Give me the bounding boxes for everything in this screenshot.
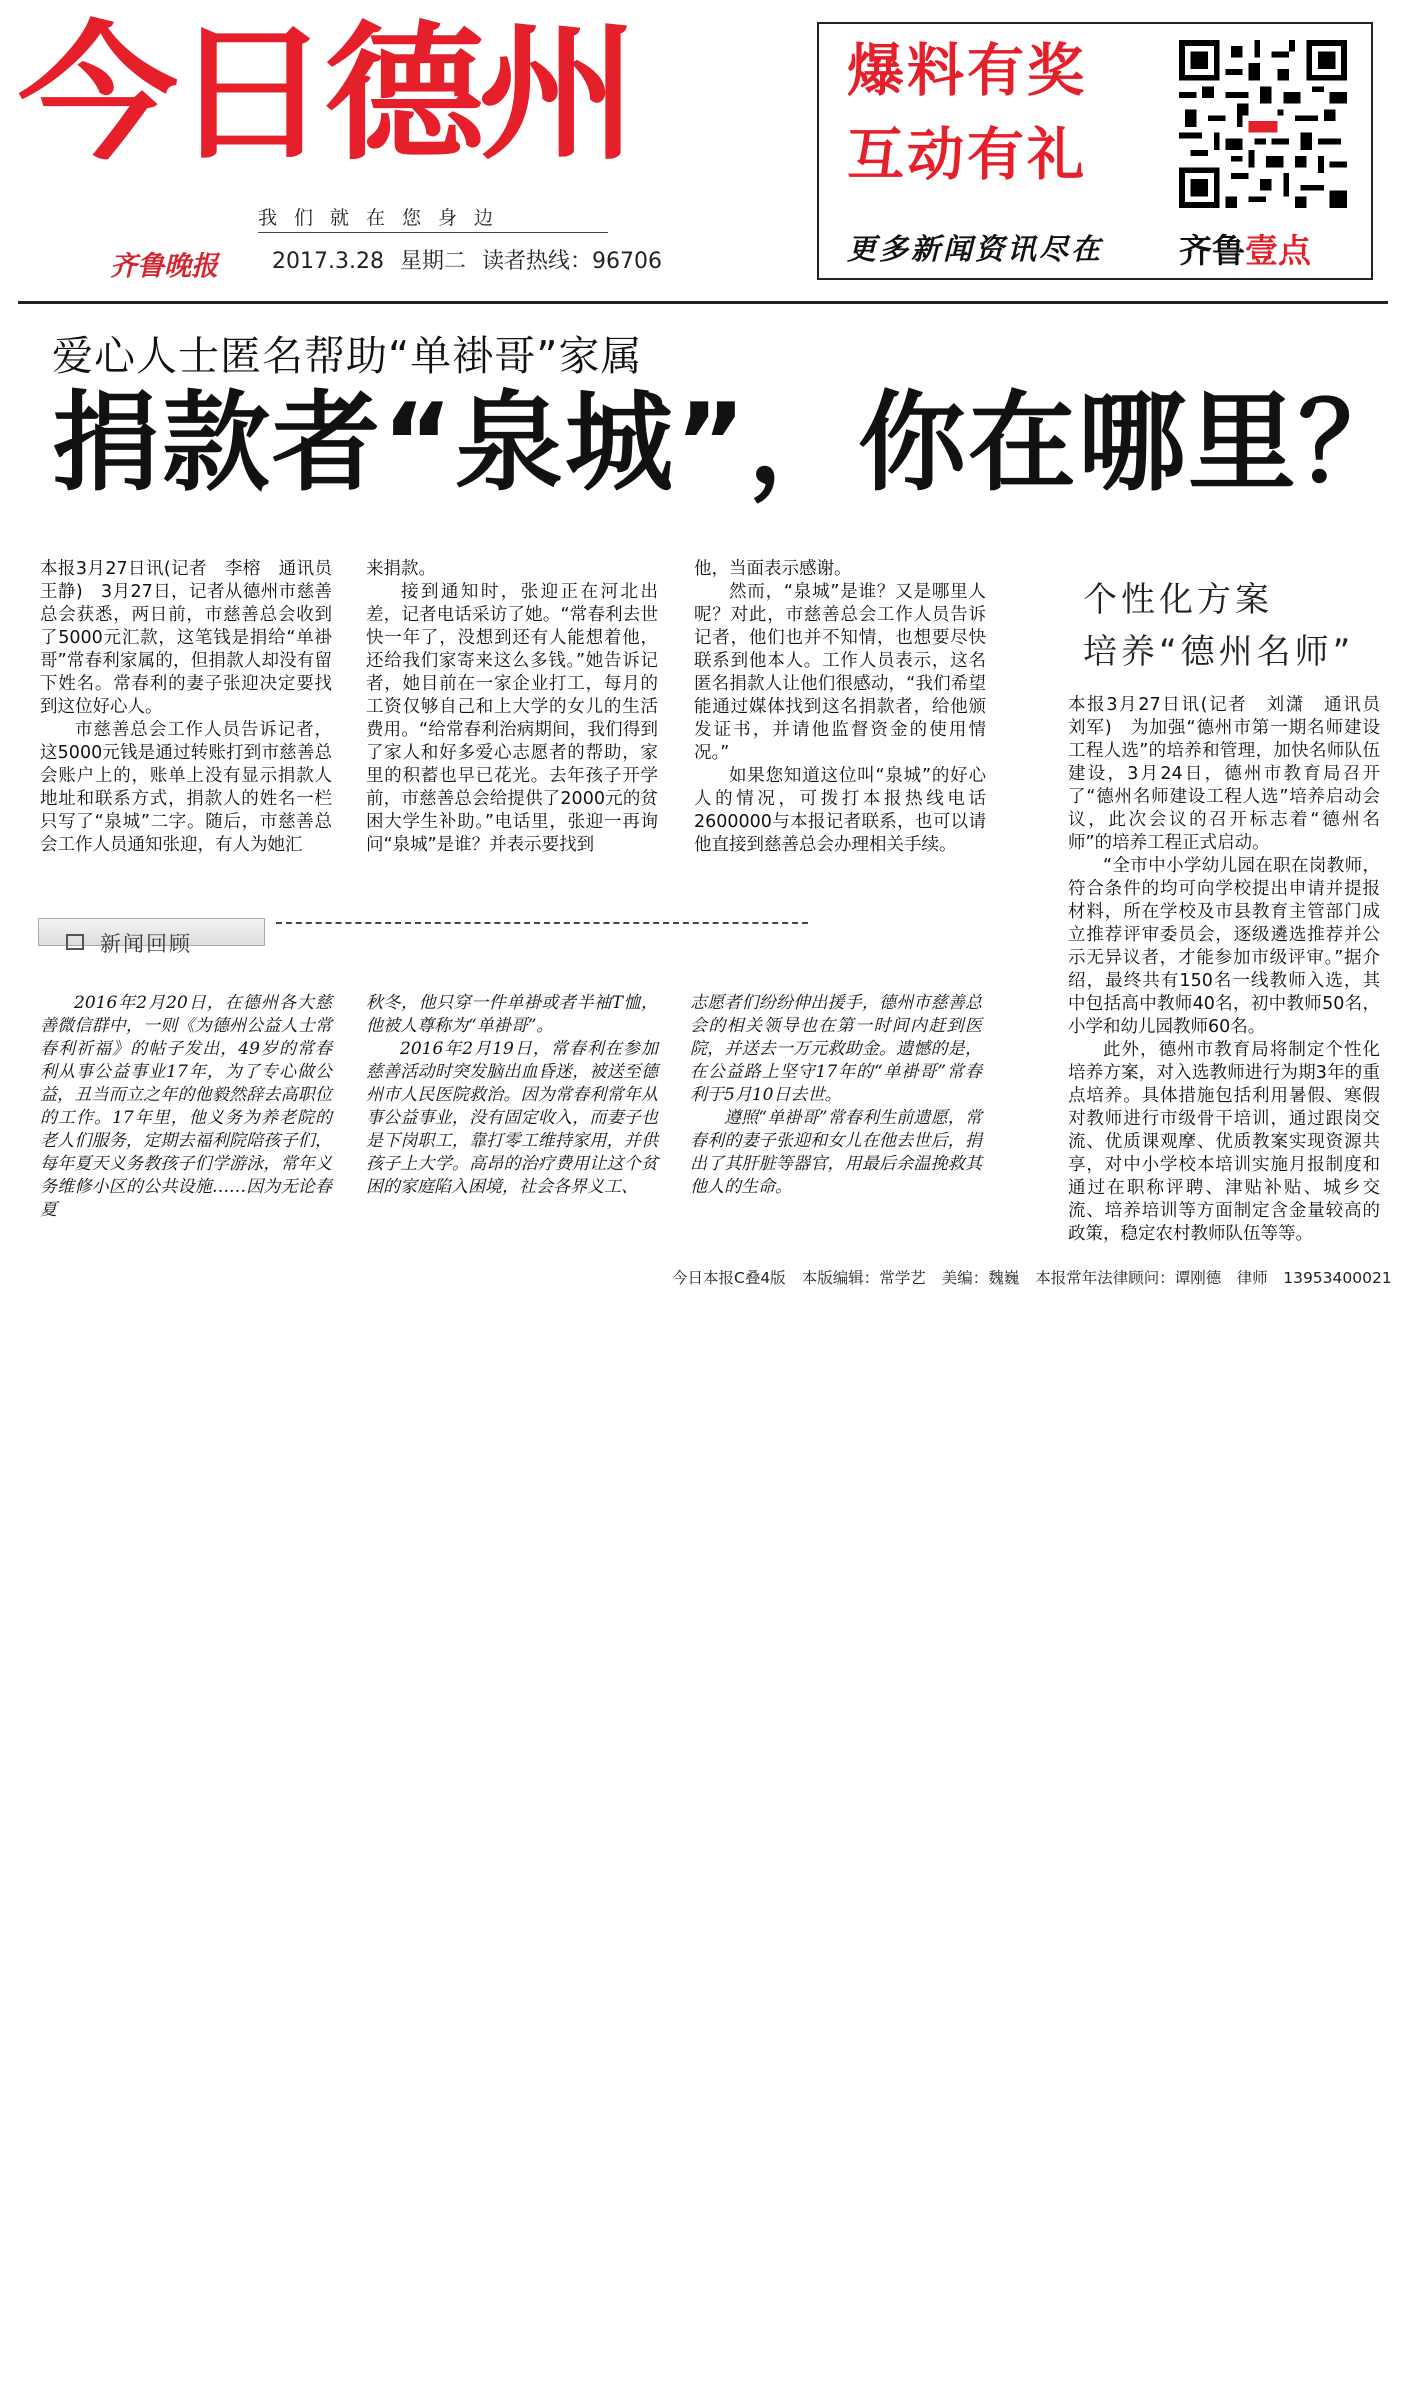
qr-code-icon[interactable] [1179,40,1347,208]
footer-designer: 美编：魏巍 [941,1269,1020,1287]
review-paragraph: 志愿者们纷纷伸出援手，德州市慈善总会的相关领导也在第一时间内赶到医院，并送去一万元救助金。遗憾的是，在公益路上坚守17年的“单褂哥”常春利于5月10日去世。 [690,993,982,1105]
review-column-3 [690,992,982,1199]
article-paragraph: 市慈善总会工作人员告诉记者，这5000元钱是通过转账打到市慈善总会账户上的，账单上没有显示捐款人地址和联系方式，捐款人的姓名一栏只写了“泉城”二字。随后，市慈善总会工作人员通知张迎，有人为她汇 [40,720,332,855]
masthead-slogan: 我们就在您身边 [258,203,608,233]
footer-editor: 本版编辑：常学艺 [801,1269,926,1287]
side-article-body [1068,694,1398,1246]
article-paragraph: 他，当面表示感谢。 [694,559,852,579]
promo-line-1: 爆料有奖 [847,38,1087,104]
dashed-divider [276,922,808,924]
dateline [272,244,678,275]
square-icon [66,934,84,950]
article-column-1 [40,558,350,857]
article-paragraph: 如果您知道这位叫“泉城”的好心人的情况，可拨打本报热线电话2600000与本报记者联系，也可以请他直接到慈善总会办理相关手续。 [694,766,986,855]
promo-line-2: 互动有礼 [847,122,1087,188]
review-paragraph: 2016年2月19日，常春利在参加慈善活动时突发脑出血昏迷，被送至德州市人民医院救治。因为常春利常年从事公益事业，没有固定收入，而妻子也是下岗职工，靠打零工维持家用，并供孩子上大学。高昂的治疗费用让这个贫困的家庭陷入困境，社会各界义工、 [366,1039,658,1197]
article-paragraph: 接到通知时，张迎正在河北出差，记者电话采访了她。“常春利去世快一年了，没想到还有人能想着他，还给我们家寄来这么多钱。”她告诉记者，她目前在一家企业打工，每月的工资仅够自己和上大学的女儿的生活费用。“给常春利治病期间，我们得到了家人和好多爱心志愿者的帮助，家里的积蓄也早已花光。去年孩子开学前，市慈善总会给提供了2000元的贫困大学生补助。”电话里，张迎一再询问“泉城”是谁？并表示要找到 [366,582,658,855]
header-rule [18,301,1388,304]
side-article-title: 个性化方案 培养“德州名师” [1083,580,1355,672]
reader-hotline: 读者热线：96706 [481,249,662,274]
article-paragraph: 来捐款。 [366,559,436,579]
footer-edition: 今日本报C叠4版 [672,1269,786,1287]
review-column-2 [366,992,658,1199]
issue-date: 2017.3.28 [272,249,384,274]
article-paragraph: 然而，“泉城”是谁？又是哪里人呢？对此，市慈善总会工作人员告诉记者，他们也并不知情，也想要尽快联系到他本人。工作人员表示，这名匿名捐款人让他们很感动，“我们希望能通过媒体找到这名捐款者，给他颁发证书，并请他监督资金的使用情况。” [694,582,986,763]
issue-weekday: 星期二 [399,249,466,274]
promo-brand: 齐鲁壹点 [1179,231,1311,270]
article-headline: 捐款者“泉城”，你在哪里？ [52,381,1408,506]
promo-box [817,22,1373,280]
article-column-2 [366,558,658,857]
review-paragraph: 遵照“单褂哥”常春利生前遗愿，常春利的妻子张迎和女儿在他去世后，捐出了其肝脏等器官，用最后余温挽救其他人的生命。 [690,1108,982,1197]
article-column-3 [694,558,986,857]
paper-logo: 齐鲁晚报 [110,251,218,282]
side-paragraph: “全市中小学幼儿园在职在岗教师，符合条件的均可向学校提出申请并提报材料，所在学校及市县教育主管部门成立推荐评审委员会，逐级遴选推荐并公示无异议者，才能参加市级评审。”据介绍，最终共有150名一线教师入选，其中包括高中教师40名，初中教师50名，小学和幼儿园教师60名。 [1068,856,1380,1037]
review-paragraph: 秋冬，他只穿一件单褂或者半袖T恤，他被人尊称为“单褂哥”。 [366,993,658,1036]
article-paragraph: 本报3月27日讯(记者 李榕 通讯员 王静) 3月27日，记者从德州市慈善总会获悉，两日前，市慈善总会收到了5000元汇款，这笔钱是捐给“单褂哥”常春利家属的，但捐款人却没有留下姓名。常春利的妻子张迎决定要找到这位好心人。 [40,559,350,717]
side-paragraph: 此外，德州市教育局将制定个性化培养方案，对入选教师进行为期3年的重点培养。具体措施包括利用暑假、寒假对教师进行市级骨干培训，通过跟岗交流、优质课观摩、优质教案实现资源共享，对中小学校本培训实施月报制度和通过在职称评聘、津贴补贴、城乡交流、培养培训等方面制定含金量较高的政策，稳定农村教师队伍等等。 [1068,1040,1380,1244]
review-column-1 [40,992,332,1222]
article-subhead: 爱心人士匿名帮助“单褂哥”家属 [52,332,643,380]
footer-lawyer: 本报常年法律顾问：谭刚德 律师 13953400021 [1035,1269,1392,1287]
side-paragraph: 本报3月27日讯(记者 刘潇 通讯员 刘军) 为加强“德州市第一期名师建设工程人选”的培养和管理，加快名师队伍建设，3月24日，德州市教育局召开了“德州名师建设工程人选”培养启动会议，此次会议的召开标志着“德州名师”的培养工程正式启动。 [1068,695,1398,853]
page-footer [672,1266,1408,1288]
news-review-label: 新闻回顾 [100,932,192,956]
review-paragraph: 2016年2月20日，在德州各大慈善微信群中，一则《为德州公益人士常春利祈福》的帖子发出，49岁的常春利从事公益事业17年，为了专心做公益，丑当而立之年的他毅然辞去高职位的工作。17年里，他义务为养老院的老人们服务，定期去福利院陪孩子们，每年夏天义务教孩子们学游泳，常年义务维修小区的公共设施……因为无论春夏 [40,993,332,1220]
promo-subtitle: 更多新闻资讯尽在 [847,232,1104,266]
masthead-title: 今日德州 [18,8,632,180]
